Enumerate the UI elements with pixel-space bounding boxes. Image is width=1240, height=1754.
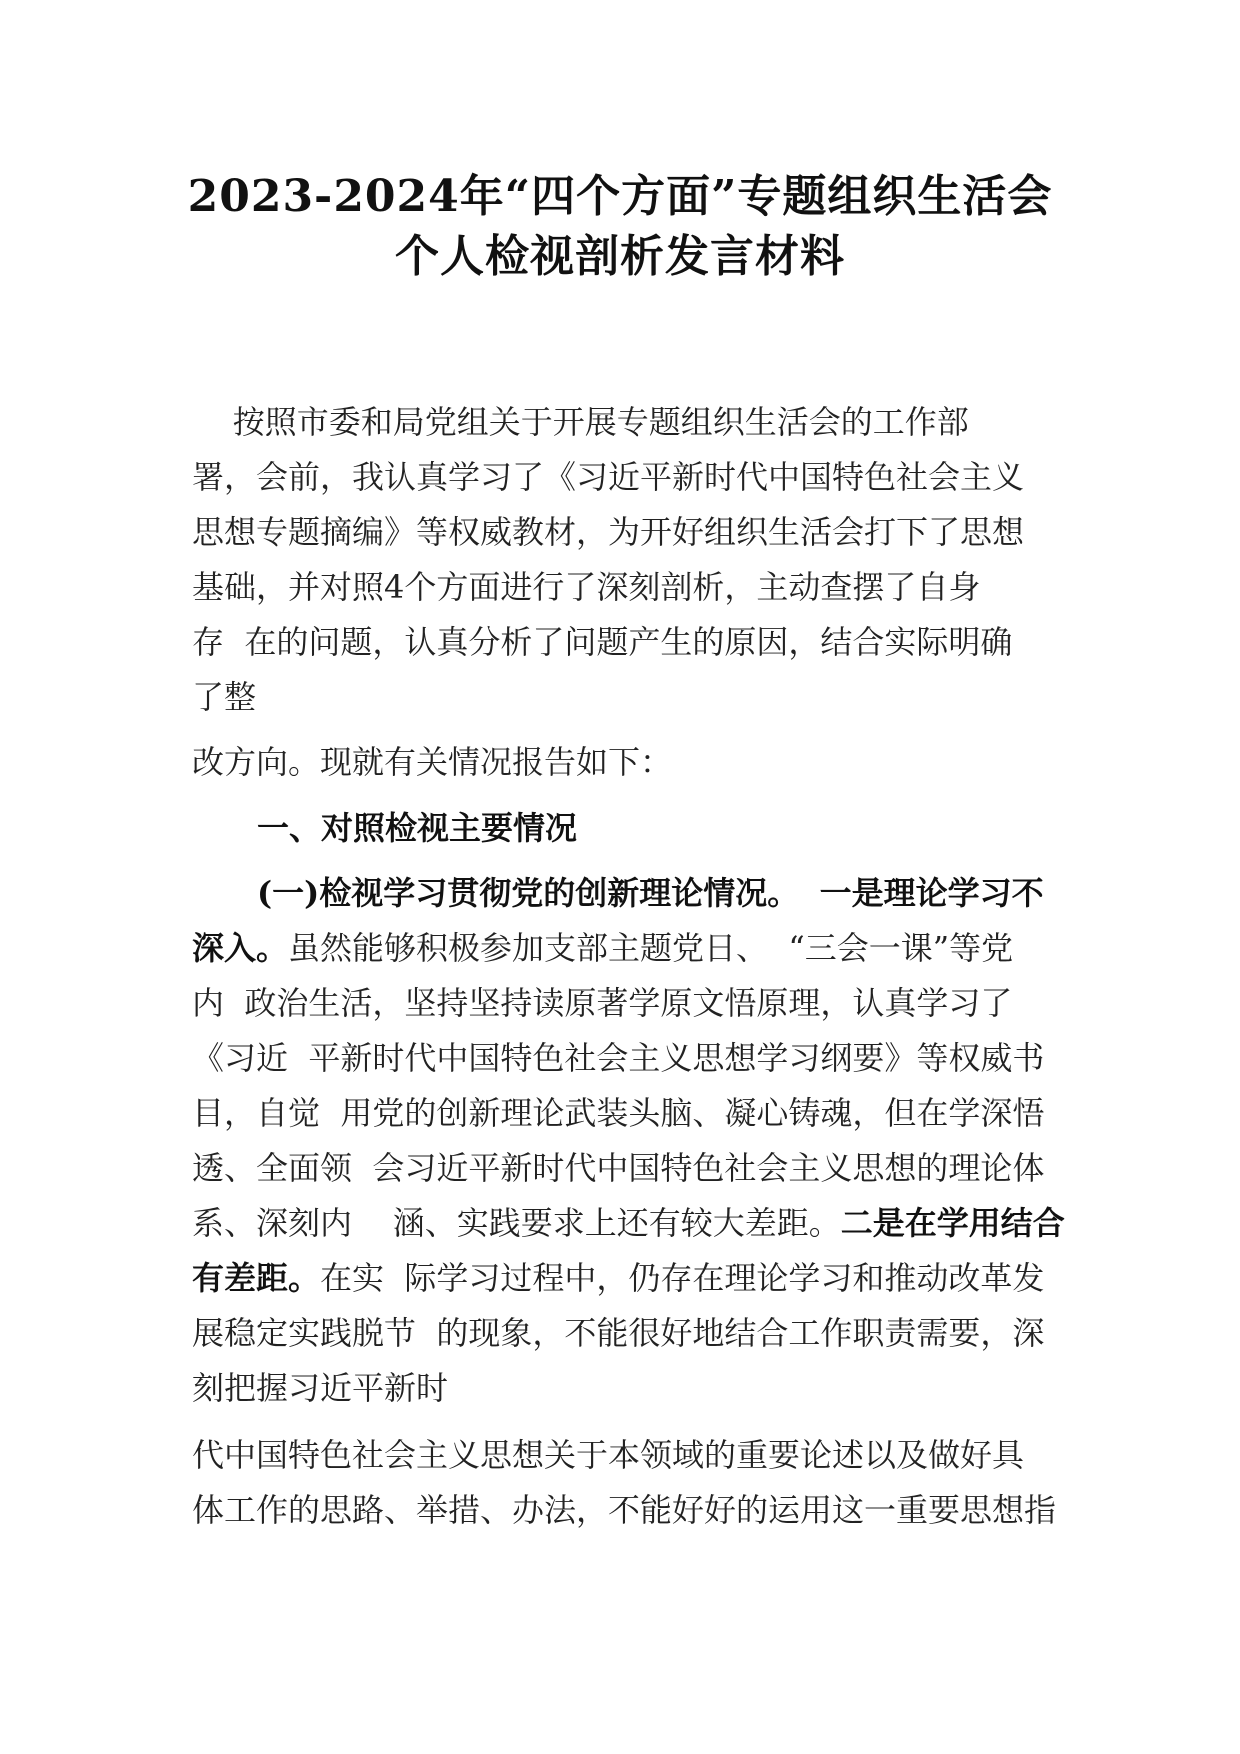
point-2-lead: 二是在学用结合 — [840, 1204, 1065, 1242]
body-line: 署，会前，我认真学习了《习近平新时代中国特色社会主义 — [192, 458, 1025, 496]
body-line — [192, 1253, 1044, 1299]
point-2-text: 在实 际学习过程中，仍存在理论学习和推动改革发 — [320, 1259, 1045, 1297]
subsection-line — [257, 868, 1044, 914]
body-line: 目，自觉 用党的创新理论武装头脑、凝心铸魂，但在学深悟 — [192, 1094, 1045, 1132]
body-line: 改方向。现就有关情况报告如下： — [192, 743, 673, 781]
body-line: 内 政治生活，坚持坚持读原著学原文悟原理，认真学习了 — [192, 984, 1013, 1022]
body-line: 了整 — [192, 678, 257, 716]
body-line: 按照市委和局党组关于开展专题组织生活会的工作部 — [192, 403, 969, 441]
point-1-text: 虽然能够积极参加支部主题党日、 “三会一课”等党 — [288, 929, 1014, 967]
point-1-tail: 系、深刻内 涵、实践要求上还有较大差距。 — [192, 1204, 841, 1242]
document-title-line-2: 个人检视剖析发言材料 — [395, 231, 845, 282]
point-1-lead: 一是理论学习不 — [819, 874, 1044, 912]
body-line: 刻把握习近平新时 — [192, 1369, 449, 1407]
body-line: 体工作的思路、举措、办法，不能好好的运用这一重要思想指 — [192, 1491, 1057, 1529]
body-line — [192, 923, 1013, 969]
document-title-line-1: 2023-2024年“四个方面”专题组织生活会 — [187, 171, 1053, 222]
point-2-lead-end: 有差距。 — [192, 1259, 321, 1297]
body-line: 存 在的问题，认真分析了问题产生的原因，结合实际明确 — [192, 623, 1013, 661]
body-line: 展稳定实践脱节 的现象，不能很好地结合工作职责需要，深 — [192, 1314, 1045, 1352]
point-1-lead-end: 深入。 — [192, 929, 289, 967]
body-line: 基础，并对照4个方面进行了深刻剖析，主动查摆了自身 — [192, 568, 981, 606]
body-line — [192, 1198, 1065, 1244]
body-line: 透、全面领 会习近平新时代中国特色社会主义思想的理论体 — [192, 1149, 1045, 1187]
body-line: 思想专题摘编》等权威教材，为开好组织生活会打下了思想 — [192, 513, 1025, 551]
subsection-heading: (一)检视学习贯彻党的创新理论情况。 — [257, 874, 800, 912]
body-line: 代中国特色社会主义思想关于本领域的重要论述以及做好具 — [192, 1436, 1025, 1474]
section-heading: 一、对照检视主要情况 — [257, 809, 578, 847]
body-line: 《习近 平新时代中国特色社会主义思想学习纲要》等权威书 — [192, 1039, 1045, 1077]
